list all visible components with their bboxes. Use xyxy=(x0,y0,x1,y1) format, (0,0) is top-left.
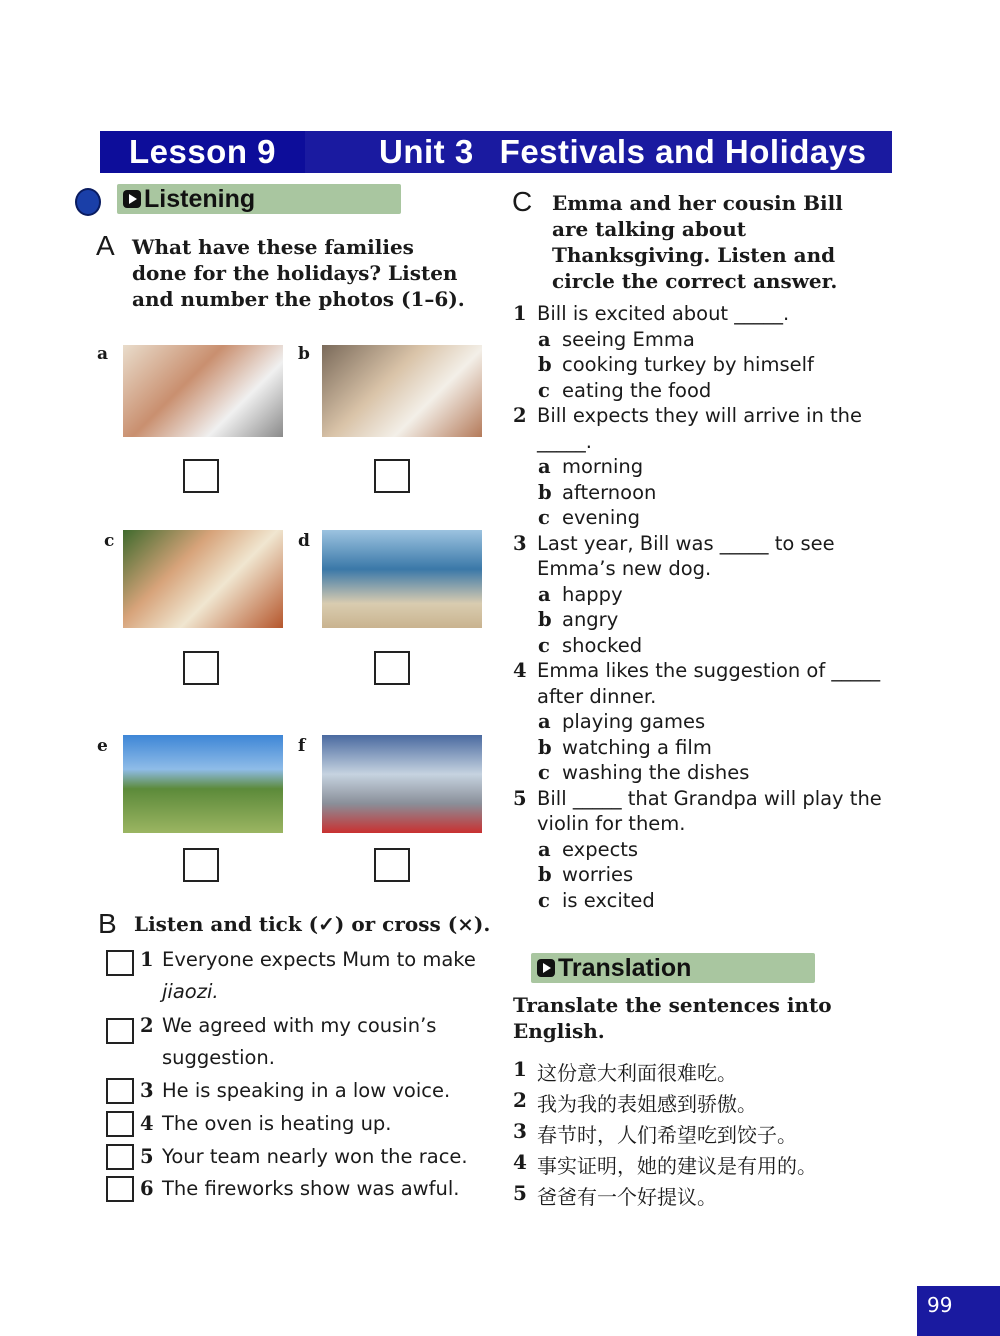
number-box-a[interactable] xyxy=(183,459,219,493)
option-text: seeing Emma xyxy=(562,327,695,351)
tick-item-text: suggestion. xyxy=(162,1046,275,1069)
tick-item-text: Your team nearly won the race. xyxy=(162,1145,468,1168)
option-text: evening xyxy=(562,506,641,529)
section-a-instruction: What have these families done for the holidays? Listen and number the photos (1–6). xyxy=(132,235,465,311)
option-text: watching a film xyxy=(562,735,712,759)
question xyxy=(513,658,903,709)
number-box-e[interactable] xyxy=(183,848,219,882)
translation-item: 4 事实证明，她的建议是有用的。 xyxy=(513,1150,817,1178)
cd-icon xyxy=(75,188,101,216)
option-text: morning xyxy=(562,455,644,478)
tick-item-text: jiaozi. xyxy=(162,980,219,1003)
answer-option[interactable] xyxy=(513,709,903,735)
photo-label: e xyxy=(97,736,108,756)
unit-title: Festivals and Holidays xyxy=(499,133,867,170)
question-number: 2 xyxy=(513,404,527,427)
question xyxy=(513,531,903,582)
play-icon xyxy=(537,959,555,977)
option-text: cooking turkey by himself xyxy=(562,353,814,376)
answer-option[interactable] xyxy=(513,352,903,378)
option-letter: a xyxy=(538,582,551,606)
photo-label: b xyxy=(298,344,310,364)
answer-option[interactable] xyxy=(513,888,903,914)
tick-item: 6 The fireworks show was awful. xyxy=(106,1173,459,1205)
translation-instruction: Translate the sentences into English. xyxy=(513,993,832,1043)
answer-option[interactable] xyxy=(513,862,903,888)
question-list xyxy=(513,301,903,913)
tick-item: 4 The oven is heating up. xyxy=(106,1108,392,1140)
option-letter: b xyxy=(538,863,552,886)
tick-item-text: We agreed with my cousin’s xyxy=(162,1014,437,1037)
translation-item: 5 爸爸有一个好提议。 xyxy=(513,1181,717,1209)
lesson-label: Lesson 9 xyxy=(128,133,277,170)
option-letter: c xyxy=(538,633,550,657)
play-icon xyxy=(123,190,141,208)
option-letter: a xyxy=(538,837,551,861)
tick-item: 5 Your team nearly won the race. xyxy=(106,1141,468,1173)
question-text: Bill _____ that Grandpa will play the violin for them. xyxy=(537,786,882,835)
option-letter: b xyxy=(538,480,552,504)
answer-option[interactable] xyxy=(513,480,903,506)
translation-item: 3 春节时，人们希望吃到饺子。 xyxy=(513,1119,797,1147)
tick-box[interactable] xyxy=(106,1111,134,1137)
page-number: 99 xyxy=(917,1286,1000,1336)
option-letter: b xyxy=(538,353,552,376)
option-letter: c xyxy=(538,761,550,784)
number-box-d[interactable] xyxy=(374,651,410,685)
section-c-letter: C xyxy=(512,186,533,217)
option-letter: b xyxy=(538,735,552,759)
option-letter: a xyxy=(538,327,551,351)
section-c-instruction: Emma and her cousin Bill are talking about Thanksgiving. Listen and circle the correct answer. xyxy=(552,191,843,293)
option-letter: a xyxy=(538,455,551,478)
option-text: worries xyxy=(562,863,634,886)
question-number: 5 xyxy=(513,786,527,810)
option-text: happy xyxy=(562,582,623,606)
tick-item: 2 We agreed with my cousin’s suggestion. xyxy=(106,1010,436,1074)
photo-label: a xyxy=(97,344,109,364)
tick-item: 1 Everyone expects Mum to make jiaozi. xyxy=(106,944,476,1008)
section-a-letter: A xyxy=(96,230,115,261)
question-number: 4 xyxy=(513,659,527,682)
tick-item: 3 He is speaking in a low voice. xyxy=(106,1075,450,1107)
answer-option[interactable] xyxy=(513,505,903,531)
option-text: expects xyxy=(562,837,639,861)
unit-label: Unit 3 xyxy=(379,133,474,170)
answer-option[interactable] xyxy=(513,607,903,633)
section-b-letter: B xyxy=(98,908,117,939)
tick-item-text: The fireworks show was awful. xyxy=(162,1177,460,1200)
tick-box[interactable] xyxy=(106,1176,134,1202)
listening-title: Listening xyxy=(144,184,256,213)
tick-box[interactable] xyxy=(106,950,134,976)
photo-label: d xyxy=(298,531,310,551)
question xyxy=(513,403,903,454)
option-letter: c xyxy=(538,888,550,912)
section-b-instruction: Listen and tick (✓) or cross (×). xyxy=(134,912,491,936)
question xyxy=(513,786,903,837)
number-box-c[interactable] xyxy=(183,651,219,685)
question-text: Bill is excited about _____. xyxy=(537,302,790,325)
option-text: washing the dishes xyxy=(562,761,750,784)
translation-badge xyxy=(531,953,815,983)
tick-item-text: He is speaking in a low voice. xyxy=(162,1079,451,1102)
answer-option[interactable] xyxy=(513,582,903,608)
translation-title: Translation xyxy=(558,953,692,982)
tick-item-text: The oven is heating up. xyxy=(162,1112,392,1135)
option-text: playing games xyxy=(562,710,706,733)
answer-option[interactable] xyxy=(513,454,903,480)
option-letter: b xyxy=(538,608,552,631)
option-letter: c xyxy=(538,506,550,529)
question-number: 1 xyxy=(513,302,527,325)
listening-badge xyxy=(117,184,401,214)
translation-item: 1 这份意大利面很难吃。 xyxy=(513,1057,737,1085)
photo-e xyxy=(123,735,283,833)
question-text: Last year, Bill was _____ to see Emma’s new dog. xyxy=(537,531,835,580)
tick-item-text: Everyone expects Mum to make xyxy=(162,948,476,971)
question xyxy=(513,301,903,327)
photo-d xyxy=(322,530,482,628)
option-text: angry xyxy=(562,608,619,631)
tick-box[interactable] xyxy=(106,1078,134,1104)
photo-c xyxy=(123,530,283,628)
answer-option[interactable] xyxy=(513,735,903,761)
photo-f xyxy=(322,735,482,833)
question-text: Emma likes the suggestion of _____ after dinner. xyxy=(537,659,881,708)
option-text: is excited xyxy=(562,888,655,912)
lesson-banner xyxy=(100,131,892,173)
question-number: 3 xyxy=(513,531,527,555)
option-text: shocked xyxy=(562,633,643,657)
tick-box[interactable] xyxy=(106,1144,134,1170)
number-box-f[interactable] xyxy=(374,848,410,882)
tick-box[interactable] xyxy=(106,1018,134,1044)
option-text: eating the food xyxy=(562,378,712,402)
answer-option[interactable] xyxy=(513,378,903,404)
answer-option[interactable] xyxy=(513,760,903,786)
answer-option[interactable] xyxy=(513,837,903,863)
photo-label: f xyxy=(298,736,306,756)
photo-label: c xyxy=(104,531,115,551)
number-box-b[interactable] xyxy=(374,459,410,493)
photo-a xyxy=(123,345,283,437)
option-letter: c xyxy=(538,378,550,402)
translation-item: 2 我为我的表姐感到骄傲。 xyxy=(513,1088,757,1116)
option-letter: a xyxy=(538,710,551,733)
option-text: afternoon xyxy=(562,480,657,504)
answer-option[interactable] xyxy=(513,327,903,353)
answer-option[interactable] xyxy=(513,633,903,659)
question-text: Bill expects they will arrive in the _____. xyxy=(537,404,863,453)
photo-b xyxy=(322,345,482,437)
